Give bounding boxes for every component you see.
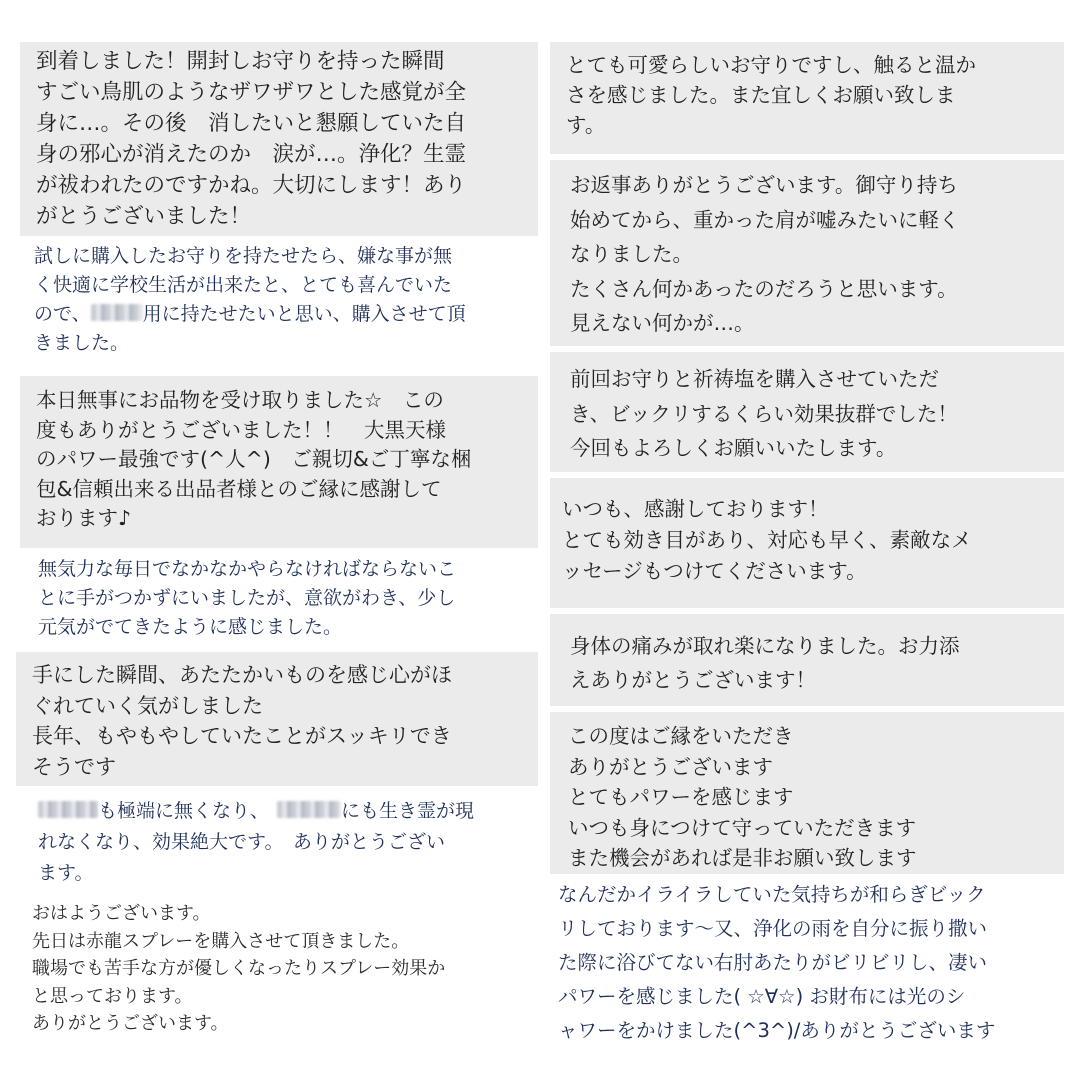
review-text: 度もありがとうございました！！ 大黒天様 bbox=[36, 417, 446, 442]
review-text: ます。 bbox=[38, 862, 94, 884]
review-text: ので、 bbox=[34, 303, 91, 325]
review-card bbox=[20, 900, 540, 1040]
review-text: 無気力な毎日でなかなかやらなければならないこ bbox=[38, 558, 457, 580]
review-text: 到着しました！開封しお守りを持った瞬間 bbox=[36, 49, 445, 74]
review-text: お返事ありがとうございます。御守り持ち bbox=[570, 173, 958, 197]
review-text: 身の邪心が消えたのか 涙が…。浄化？生霊 bbox=[36, 142, 467, 167]
review-text: 長年、もやもやしていたことがスッキリでき bbox=[32, 724, 452, 748]
review-text: と思っております。 bbox=[32, 985, 193, 1007]
review-text: が祓われたのですかね。大切にします！あり bbox=[36, 173, 467, 198]
review-text: 試しに購入したお守りを持たせたら、嫌な事が無 bbox=[34, 245, 453, 267]
review-text: さを感じました。また宜しくお願い致しま bbox=[566, 83, 956, 107]
review-text: 包&信頼出来る出品者様とのご縁に感謝して bbox=[36, 476, 442, 501]
review-text: えありがとうございます！ bbox=[570, 668, 816, 692]
review-text: れなくなり、効果絶大です。 ありがとうござい bbox=[38, 831, 445, 853]
review-card bbox=[550, 352, 1064, 472]
review-text: なりました。 bbox=[570, 242, 693, 266]
review-text-line bbox=[34, 300, 538, 329]
review-text: たくさん何かあったのだろうと思います。 bbox=[570, 276, 958, 301]
review-text: も極端に無くなり、 bbox=[98, 800, 270, 822]
review-text: いつも、感謝しております！ bbox=[562, 497, 829, 521]
review-text: ぐれていく気がしました bbox=[32, 693, 263, 718]
review-text: がとうございました！ bbox=[36, 204, 252, 229]
review-text: この度はご縁をいただき bbox=[568, 724, 794, 748]
review-card bbox=[550, 712, 1064, 874]
review-card bbox=[20, 240, 538, 370]
review-text: なんだかイライラしていた気持ちが和らぎビック bbox=[558, 883, 986, 906]
review-card bbox=[20, 552, 538, 648]
review-card bbox=[550, 614, 1064, 706]
review-text: ッセージもつけてくださいます。 bbox=[562, 559, 867, 583]
review-text: とてもパワーを感じます bbox=[568, 785, 794, 809]
review-text: おります♪ bbox=[36, 506, 132, 530]
review-card bbox=[20, 42, 538, 236]
review-text: 職場でも苦手な方が優しくなったりスプレー効果か bbox=[32, 958, 446, 979]
redacted-text bbox=[38, 801, 98, 818]
review-text: く快適に学校生活が出来たと、とても喜んでいた bbox=[34, 274, 453, 296]
review-card bbox=[550, 878, 1064, 1048]
review-text: ャワーをかけました(^3^)/ありがとうございます bbox=[558, 1019, 996, 1042]
review-text: リしております〜又、浄化の雨を自分に振り撒い bbox=[558, 917, 988, 940]
review-text: きました。 bbox=[34, 332, 130, 354]
review-text: 元気がでてきたように感じました。 bbox=[38, 616, 343, 638]
review-text: すごい鳥肌のようなザワザワとした感覚が全 bbox=[36, 80, 467, 105]
review-text: とても可愛らしいお守りですし、触ると温か bbox=[566, 53, 976, 77]
review-text: 見えない何かが…。 bbox=[570, 311, 755, 335]
review-card bbox=[550, 160, 1064, 346]
review-text-line bbox=[38, 796, 538, 827]
review-card bbox=[550, 478, 1064, 608]
review-text: パワーを感じました( ☆∀☆) お財布には光のシ bbox=[558, 985, 966, 1008]
review-text: き、ビックリするくらい効果抜群でした！ bbox=[570, 401, 958, 426]
review-text: 今回もよろしくお願いいたします。 bbox=[570, 436, 897, 460]
review-text: 始めてから、重かった肩が嘘みたいに軽く bbox=[570, 207, 960, 232]
review-text: 身に…。その後 消したいと懇願していた自 bbox=[36, 111, 467, 136]
review-text: 前回お守りと祈祷塩を購入させていただ bbox=[570, 367, 939, 391]
review-text: とても効き目があり、対応も早く、素敵なメ bbox=[562, 528, 972, 552]
redacted-text bbox=[91, 304, 143, 321]
review-text: にも生き霊が現 bbox=[341, 800, 475, 822]
review-text: おはようございます。 bbox=[32, 903, 211, 924]
review-card bbox=[20, 796, 538, 898]
review-text: とに手がつかずにいましたが、意欲がわき、少し bbox=[38, 587, 456, 609]
review-text: のパワー最強です(^人^) ご親切&ご丁寧な梱 bbox=[36, 447, 472, 471]
review-text: 先日は赤龍スプレーを購入させて頂きました。 bbox=[32, 930, 410, 952]
review-text: す。 bbox=[566, 113, 606, 137]
review-card bbox=[16, 652, 538, 786]
review-text: 手にした瞬間、あたたかいものを感じ心がほ bbox=[32, 663, 452, 687]
review-text: 本日無事にお品物を受け取りました☆ この bbox=[36, 388, 444, 412]
review-text: 身体の痛みが取れ楽になりました。お力添 bbox=[570, 634, 960, 658]
review-text: いつも身につけて守っていただきます bbox=[568, 815, 917, 840]
review-text: そうです bbox=[32, 754, 116, 779]
review-card bbox=[20, 376, 538, 548]
review-text: た際に浴びてない右肘あたりがビリビリし、凄い bbox=[558, 951, 988, 974]
review-text: また機会があれば是非お願い致します bbox=[568, 846, 917, 870]
review-card bbox=[550, 42, 1064, 154]
review-text: 用に持たせたいと思い、購入させて頂 bbox=[142, 303, 466, 325]
review-text: ありがとうございます bbox=[568, 754, 773, 779]
redacted-text bbox=[277, 801, 341, 818]
review-text: ありがとうございます。 bbox=[32, 1013, 229, 1034]
